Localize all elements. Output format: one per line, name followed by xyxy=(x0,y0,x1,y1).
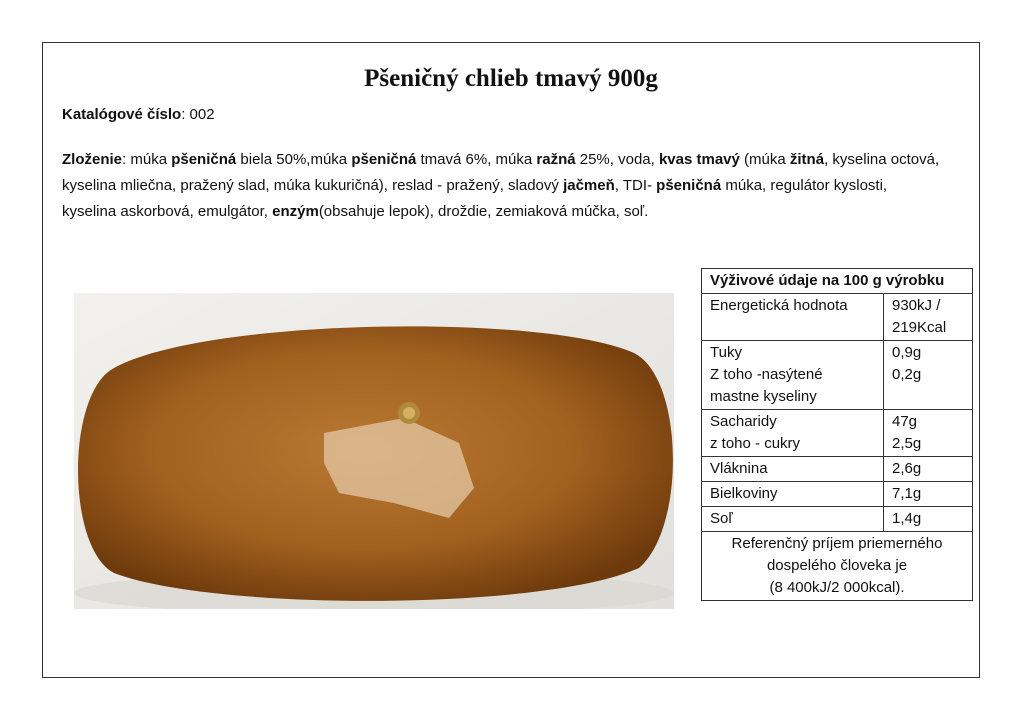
composition-allergen: žitná xyxy=(789,151,825,168)
bread-photo xyxy=(74,293,674,609)
reference-intake-row xyxy=(702,532,973,601)
nutrition-row xyxy=(702,410,973,457)
composition-allergen: jačmeň xyxy=(563,177,615,194)
nutrition-value xyxy=(884,341,973,410)
reference-intake-line: Referenčný príjem priemerného xyxy=(731,535,943,552)
composition-text-run: biela 50%,múka xyxy=(236,151,352,168)
nutrition-label-line: Tuky xyxy=(710,344,742,361)
nutrition-value xyxy=(884,482,973,507)
nutrition-value-line: 0,2g xyxy=(892,366,922,383)
catalog-label: Katalógové číslo xyxy=(62,106,182,123)
composition-text-run: , kyselina octová, kyselina mliečna, pražený slad, múka kukuričná), reslad - pražený, sladový xyxy=(62,151,940,194)
nutrition-label-line: mastne kyseliny xyxy=(710,388,817,405)
nutrition-row xyxy=(702,294,973,341)
nutrition-label-line: Z toho -nasýtené xyxy=(710,366,823,383)
nutrition-row xyxy=(702,341,973,410)
nutrition-header-row xyxy=(702,269,973,294)
nutrition-value-line: 47g xyxy=(892,413,918,430)
composition-text-run: (múka xyxy=(739,151,790,168)
nutrition-value-line: 2,5g xyxy=(892,435,922,452)
nutrition-value-line: 930kJ / xyxy=(892,297,941,314)
composition-label: Zloženie xyxy=(62,151,123,168)
page-title: Pšeničný chlieb tmavý 900g xyxy=(364,65,658,92)
composition-text-run: : múka xyxy=(122,151,172,168)
nutrition-label-line: Bielkoviny xyxy=(710,485,778,502)
nutrition-header: Výživové údaje na 100 g výrobku xyxy=(702,269,973,294)
composition-allergen: kvas tmavý xyxy=(658,151,740,168)
nutrition-label-line: Sacharidy xyxy=(710,413,777,430)
composition-allergen: pšeničná xyxy=(351,151,417,168)
product-sheet xyxy=(42,42,980,678)
bread-illustration xyxy=(74,293,674,609)
nutrition-value-line: 2,6g xyxy=(892,460,922,477)
composition-allergen: pšeničná xyxy=(171,151,237,168)
nutrition-value-line: 7,1g xyxy=(892,485,922,502)
reference-intake-line: dospelého človeka je xyxy=(766,557,908,574)
composition-text xyxy=(62,147,942,225)
nutrition-label-line: Energetická hodnota xyxy=(710,297,848,314)
reference-intake-line: (8 400kJ/2 000kcal). xyxy=(769,579,905,596)
nutrition-row xyxy=(702,457,973,482)
reference-intake xyxy=(702,532,973,601)
composition-text-run: 25%, voda, xyxy=(575,151,659,168)
composition-text-run: múka, regulátor kyslosti, kyselina askorbová, emulgátor, xyxy=(62,177,888,220)
nutrition-label xyxy=(702,294,884,341)
nutrition-label-line: Vláknina xyxy=(710,460,768,477)
nutrition-row xyxy=(702,507,973,532)
nutrition-value xyxy=(884,294,973,341)
composition-allergen: pšeničná xyxy=(656,177,722,194)
nutrition-label xyxy=(702,341,884,410)
composition-text-run: (obsahuje lepok), droždie, zemiaková múčka, soľ. xyxy=(318,203,649,220)
composition-allergen: enzým xyxy=(272,203,319,220)
nutrition-row xyxy=(702,482,973,507)
nutrition-value-line: 219Kcal xyxy=(892,319,947,336)
nutrition-label-line: z toho - cukry xyxy=(710,435,801,452)
nutrition-label-line: Soľ xyxy=(710,510,733,527)
nutrition-label xyxy=(702,457,884,482)
catalog-separator: : xyxy=(181,106,190,123)
nutrition-value xyxy=(884,507,973,532)
crust-knot-center xyxy=(403,407,415,419)
nutrition-value xyxy=(884,410,973,457)
nutrition-label xyxy=(702,507,884,532)
composition-body xyxy=(62,151,939,220)
nutrition-table xyxy=(701,268,973,601)
composition-text-run: tmavá 6%, múka xyxy=(416,151,537,168)
composition-allergen: ražná xyxy=(536,151,576,168)
nutrition-label xyxy=(702,410,884,457)
catalog-number xyxy=(62,106,215,123)
catalog-value: 002 xyxy=(189,106,215,123)
composition-text-run: , TDI- xyxy=(614,177,657,194)
nutrition-value xyxy=(884,457,973,482)
nutrition-value-line: 1,4g xyxy=(892,510,922,527)
nutrition-value-line: 0,9g xyxy=(892,344,922,361)
nutrition-label xyxy=(702,482,884,507)
